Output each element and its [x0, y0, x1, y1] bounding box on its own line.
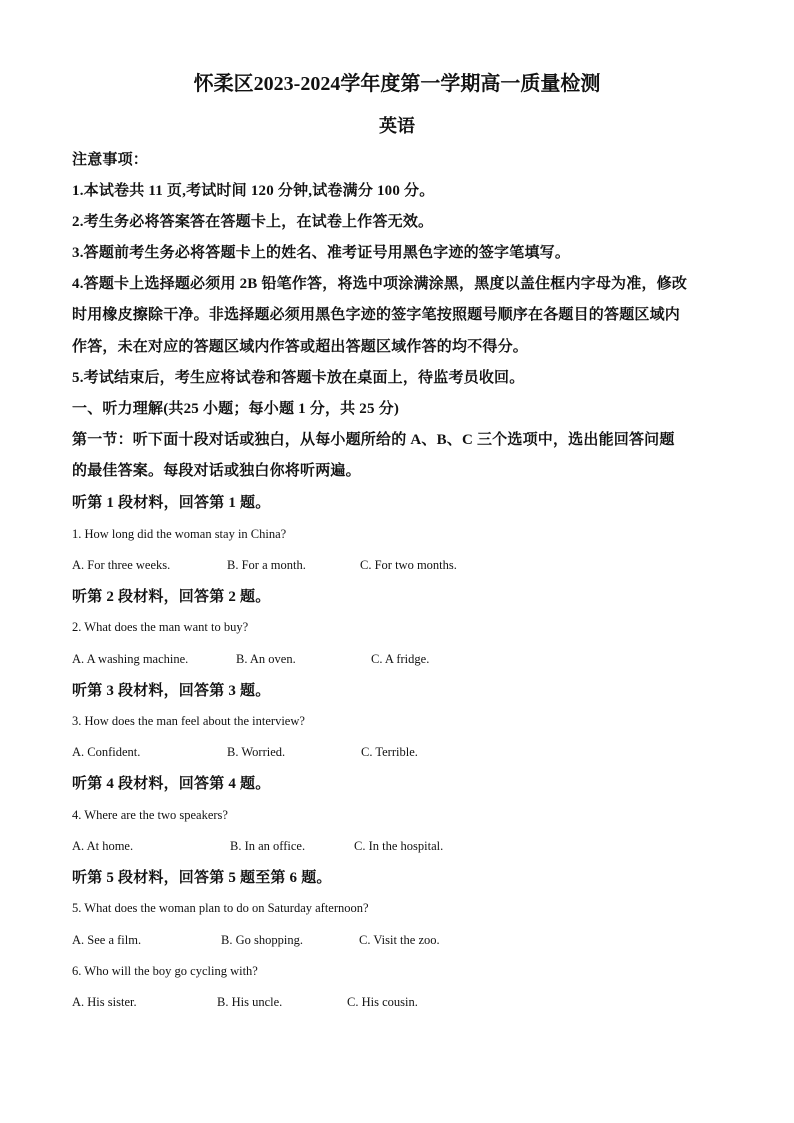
question-6-option-b: B. His uncle.: [217, 995, 283, 1009]
note-item-4-cont2: 作答，未在对应的答题区域内作答或超出答题区域作答的均不得分。: [72, 339, 529, 355]
note-item-1: 1.本试卷共 11 页,考试时间 120 分钟,试卷满分 100 分。: [72, 183, 435, 199]
note-item-4: 4.答题卡上选择题必须用 2B 铅笔作答，将选中项涂满涂黑，黑度以盖住框内字母为准，修改: [72, 276, 688, 292]
question-3-option-a: A. Confident.: [72, 745, 141, 759]
question-5-option-b: B. Go shopping.: [221, 933, 303, 947]
part1-instruction-line1: 第一节：听下面十段对话或独白，从每小题所给的 A、B、C 三个选项中，选出能回答问题: [72, 432, 675, 448]
question-4: 4. Where are the two speakers?: [72, 808, 228, 822]
exam-title: 怀柔区2023-2024学年度第一学期高一质量检测: [193, 73, 601, 95]
question-3: 3. How does the man feel about the interview?: [72, 714, 305, 728]
note-item-5: 5.考试结束后，考生应将试卷和答题卡放在桌面上，待监考员收回。: [72, 370, 525, 386]
section-title: 一、听力理解(共25 小题；每小题 1 分，共 25 分): [72, 401, 400, 417]
question-2-option-b: B. An oven.: [236, 652, 296, 666]
question-1-option-a: A. For three weeks.: [72, 558, 171, 572]
question-6-option-c: C. His cousin.: [347, 995, 418, 1009]
question-1-option-b: B. For a month.: [227, 558, 306, 572]
group-4-heading: 听第 4 段材料，回答第 4 题。: [72, 776, 271, 792]
notes-heading: 注意事项：: [72, 152, 149, 168]
note-item-2: 2.考生务必将答案答在答题卡上，在试卷上作答无效。: [72, 214, 434, 230]
question-4-option-b: B. In an office.: [230, 839, 306, 853]
question-1: 1. How long did the woman stay in China?: [72, 527, 287, 541]
question-2-option-c: C. A fridge.: [371, 652, 430, 666]
question-5: 5. What does the woman plan to do on Saturday afternoon?: [72, 901, 369, 915]
question-3-option-b: B. Worried.: [227, 745, 286, 759]
question-6: 6. Who will the boy go cycling with?: [72, 964, 258, 978]
group-5-heading: 听第 5 段材料，回答第 5 题至第 6 题。: [72, 870, 332, 886]
note-item-4-cont: 时用橡皮擦除干净。非选择题必须用黑色字迹的签字笔按照题号顺序在各题目的答题区域内: [72, 307, 681, 323]
subject-title: 英语: [379, 116, 415, 136]
question-2-option-a: A. A washing machine.: [72, 652, 189, 666]
group-2-heading: 听第 2 段材料，回答第 2 题。: [72, 589, 271, 605]
question-5-option-a: A. See a film.: [72, 933, 142, 947]
question-1-option-c: C. For two months.: [360, 558, 457, 572]
question-2: 2. What does the man want to buy?: [72, 620, 249, 634]
group-1-heading: 听第 1 段材料，回答第 1 题。: [72, 495, 271, 511]
question-5-option-c: C. Visit the zoo.: [359, 933, 440, 947]
part1-instruction-line2: 的最佳答案。每段对话或独白你将听两遍。: [72, 463, 361, 479]
group-3-heading: 听第 3 段材料，回答第 3 题。: [72, 683, 271, 699]
question-4-option-c: C. In the hospital.: [354, 839, 444, 853]
question-4-option-a: A. At home.: [72, 839, 134, 853]
note-item-3: 3.答题前考生务必将答题卡上的姓名、准考证号用黑色字迹的签字笔填写。: [72, 245, 571, 261]
question-6-option-a: A. His sister.: [72, 995, 137, 1009]
question-3-option-c: C. Terrible.: [361, 745, 418, 759]
